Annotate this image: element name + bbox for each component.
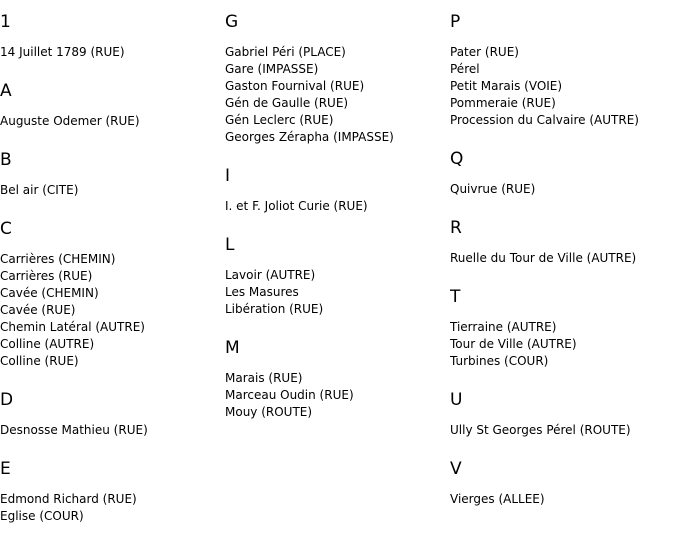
letter-heading: L: [225, 235, 235, 255]
group-spacer: [0, 199, 225, 207]
letter-heading: V: [450, 459, 462, 479]
group-spacer: [225, 421, 450, 429]
letter-group: [0, 69, 225, 138]
street-link[interactable]: Cavée (RUE): [0, 303, 76, 317]
street-link[interactable]: Ruelle du Tour de Ville (AUTRE): [450, 251, 637, 265]
street-link[interactable]: Marais (RUE): [225, 371, 303, 385]
street-link[interactable]: Chemin Latéral (AUTRE): [0, 320, 145, 334]
street-link[interactable]: Georges Zérapha (IMPASSE): [225, 130, 394, 144]
letter-group: [225, 326, 450, 429]
street-link[interactable]: Carrières (RUE): [0, 269, 93, 283]
street-link[interactable]: Vierges (ALLEE): [450, 492, 545, 506]
letter-group: [225, 154, 450, 223]
letter-group: [0, 138, 225, 207]
letter-group: [450, 378, 675, 447]
letter-heading: D: [0, 390, 14, 410]
letter-heading: B: [0, 150, 12, 170]
street-link[interactable]: Tour de Ville (AUTRE): [450, 337, 577, 351]
street-link[interactable]: Cavée (CHEMIN): [0, 286, 99, 300]
street-index-column-1: [0, 0, 225, 533]
street-list: [450, 491, 675, 508]
street-list: [450, 44, 675, 129]
street-list: [450, 250, 675, 267]
group-spacer: [0, 525, 225, 533]
group-spacer: [450, 439, 675, 447]
street-link[interactable]: Tierraine (AUTRE): [450, 320, 557, 334]
street-link[interactable]: Gén de Gaulle (RUE): [225, 96, 349, 110]
street-index-column-3: [450, 0, 675, 516]
street-link[interactable]: Carrières (CHEMIN): [0, 252, 116, 266]
street-link[interactable]: Quivrue (RUE): [450, 182, 536, 196]
street-link[interactable]: Petit Marais (VOIE): [450, 79, 563, 93]
street-list: [225, 198, 450, 215]
street-list: [0, 44, 225, 61]
street-link[interactable]: Gare (IMPASSE): [225, 62, 319, 76]
group-spacer: [0, 439, 225, 447]
street-link[interactable]: Marceau Oudin (RUE): [225, 388, 354, 402]
group-spacer: [0, 130, 225, 138]
street-index-column-2: [225, 0, 450, 429]
letter-heading: G: [225, 12, 239, 32]
letter-group: [0, 447, 225, 533]
group-spacer: [450, 129, 675, 137]
street-link[interactable]: Mouy (ROUTE): [225, 405, 313, 419]
street-link[interactable]: Eglise (COUR): [0, 509, 84, 523]
street-link[interactable]: Colline (RUE): [0, 354, 79, 368]
street-link[interactable]: Edmond Richard (RUE): [0, 492, 137, 506]
letter-heading: C: [0, 219, 12, 239]
street-link[interactable]: Desnosse Mathieu (RUE): [0, 423, 148, 437]
letter-group: [450, 447, 675, 516]
street-list: [450, 181, 675, 198]
street-link[interactable]: Auguste Odemer (RUE): [0, 114, 140, 128]
group-spacer: [225, 146, 450, 154]
letter-heading: 1: [0, 12, 11, 32]
street-link[interactable]: Turbines (COUR): [450, 354, 549, 368]
street-link[interactable]: Gaston Fournival (RUE): [225, 79, 365, 93]
letter-heading: R: [450, 218, 462, 238]
street-list: [450, 319, 675, 370]
letter-heading: T: [450, 287, 461, 307]
street-link[interactable]: 14 Juillet 1789 (RUE): [0, 45, 125, 59]
street-link[interactable]: Libération (RUE): [225, 302, 324, 316]
letter-group: [0, 207, 225, 378]
letter-heading: Q: [450, 149, 464, 169]
letter-heading: P: [450, 12, 461, 32]
street-link[interactable]: I. et F. Joliot Curie (RUE): [225, 199, 368, 213]
letter-heading: A: [0, 81, 12, 101]
street-link[interactable]: Gabriel Péri (PLACE): [225, 45, 346, 59]
letter-group: [0, 0, 225, 69]
group-spacer: [450, 370, 675, 378]
letter-group: [450, 0, 675, 137]
street-link[interactable]: Procession du Calvaire (AUTRE): [450, 113, 639, 127]
street-list: [0, 491, 225, 525]
street-list: [450, 422, 675, 439]
letter-group: [225, 0, 450, 154]
street-link[interactable]: Pater (RUE): [450, 45, 519, 59]
group-spacer: [0, 370, 225, 378]
street-link[interactable]: Gén Leclerc (RUE): [225, 113, 334, 127]
letter-group: [225, 223, 450, 326]
group-spacer: [450, 508, 675, 516]
street-list: [225, 267, 450, 318]
letter-heading: I: [225, 166, 231, 186]
street-link[interactable]: Pérel: [450, 62, 480, 76]
street-link[interactable]: Ully St Georges Pérel (ROUTE): [450, 423, 631, 437]
group-spacer: [225, 318, 450, 326]
street-link[interactable]: Lavoir (AUTRE): [225, 268, 316, 282]
street-list: [0, 251, 225, 370]
letter-group: [450, 206, 675, 275]
street-link[interactable]: Colline (AUTRE): [0, 337, 95, 351]
street-link[interactable]: Bel air (CITE): [0, 183, 79, 197]
street-list: [0, 182, 225, 199]
street-link[interactable]: Pommeraie (RUE): [450, 96, 556, 110]
letter-heading: M: [225, 338, 240, 358]
group-spacer: [450, 198, 675, 206]
street-list: [0, 422, 225, 439]
group-spacer: [450, 267, 675, 275]
letter-heading: E: [0, 459, 11, 479]
street-list: [225, 44, 450, 146]
letter-heading: U: [450, 390, 463, 410]
group-spacer: [225, 215, 450, 223]
street-list: [0, 113, 225, 130]
letter-group: [0, 378, 225, 447]
street-link[interactable]: Les Masures: [225, 285, 299, 299]
group-spacer: [0, 61, 225, 69]
letter-group: [450, 275, 675, 378]
street-list: [225, 370, 450, 421]
letter-group: [450, 137, 675, 206]
